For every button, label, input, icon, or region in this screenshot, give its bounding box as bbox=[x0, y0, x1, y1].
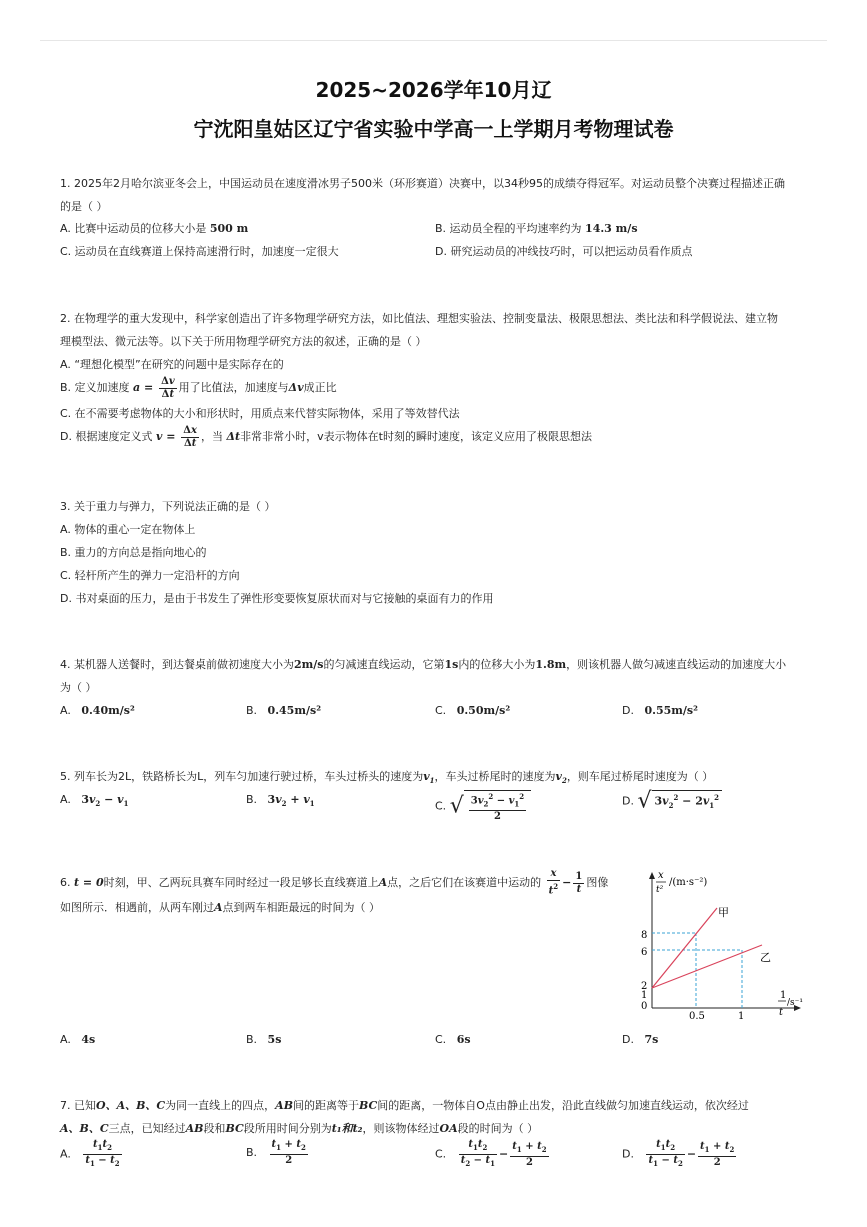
q5-option-a[interactable]: A. $3v_2 - v_1$ bbox=[60, 793, 129, 809]
q1-option-d[interactable]: D. 研究运动员的冲线技巧时，可以把运动员看作质点 bbox=[435, 245, 693, 258]
q4-stem-line2: 为（ ） bbox=[60, 681, 97, 694]
q3-option-b[interactable]: B. 重力的方向总是指向地心的 bbox=[60, 546, 207, 559]
q2-b-fraction: $\frac{\Delta v}{\Delta t}$ bbox=[161, 375, 175, 400]
svg-text:t: t bbox=[779, 1007, 784, 1018]
q1-option-a[interactable]: A. 比赛中运动员的位移大小是 500 m bbox=[60, 222, 249, 235]
y-tick-8: 8 bbox=[641, 930, 648, 941]
series-jia-label: 甲 bbox=[718, 906, 729, 919]
x-tick-0.5: 0.5 bbox=[689, 1011, 705, 1022]
q2-stem-line2: 理模型法、微元法等。以下关于所用物理学研究方法的叙述，正确的是（ ） bbox=[60, 335, 427, 348]
q4-option-d[interactable]: D. 0.55m/s² bbox=[622, 704, 698, 717]
q2-option-d[interactable]: D. 根据速度定义式 v = $\frac{\Delta x}{\Delta t}$ ，当 Δt非常非常小时，v表示物体在t时刻的瞬时速度，该定义应用了极限思想法 bbox=[60, 424, 592, 449]
q7-stem-line1: 7. 已知O、A、B、C为同一直线上的四点，AB间的距离等于BC间的距离，一物体自O点由静止出发，沿此直线做匀加速直线运动，依次经过 bbox=[60, 1099, 749, 1112]
q3-option-a[interactable]: A. 物体的重心一定在物体上 bbox=[60, 523, 196, 536]
q3-option-d[interactable]: D. 书对桌面的压力，是由于书发生了弹性形变要恢复原状而对与它接触的桌面有力的作用 bbox=[60, 592, 494, 605]
y-axis-arrow bbox=[649, 872, 655, 879]
page-title-line1: 2025~2026学年10月辽 bbox=[315, 78, 552, 102]
q2-option-b[interactable]: B. 定义加速度 a = $\frac{\Delta v}{\Delta t}$ 用了比值法，加速度与Δv成正比 bbox=[60, 375, 337, 400]
q6-graph bbox=[632, 868, 807, 1023]
x-axis-label: /s⁻¹ bbox=[787, 998, 804, 1008]
q4-stem-line1: 4. 某机器人送餐时，到达餐桌前做初速度大小为2m/s的匀减速直线运动，它第1s内的位移大小为1.8m，则该机器人做匀减速直线运动的加速度大小 bbox=[60, 658, 787, 671]
y-tick-2: 2 bbox=[641, 981, 648, 992]
q7-option-a[interactable]: A. $\frac{t_1t_2}{t_1 - t_2}$ bbox=[60, 1139, 120, 1168]
q1-stem-line2: 的是（ ） bbox=[60, 200, 108, 213]
y-tick-0: 0 bbox=[641, 1001, 648, 1012]
q4-option-c[interactable]: C. 0.50m/s² bbox=[435, 704, 511, 717]
q6-option-d[interactable]: D. 7s bbox=[622, 1033, 659, 1046]
q1-option-c[interactable]: C. 运动员在直线赛道上保持高速滑行时，加速度一定很大 bbox=[60, 245, 339, 258]
q2-option-a[interactable]: A. “理想化模型”在研究的问题中是实际存在的 bbox=[60, 358, 284, 371]
y-tick-1: 1 bbox=[641, 990, 648, 1001]
top-divider bbox=[40, 40, 827, 41]
q4-option-b[interactable]: B. 0.45m/s² bbox=[246, 704, 322, 717]
q1-stem-line1: 1. 2025年2月哈尔滨亚冬会上，中国运动员在速度滑冰男子500米（环形赛道）决赛中，以34秒95的成绩夺得冠军。对运动员整个决赛过程描述正确 bbox=[60, 177, 785, 190]
q2-stem-line1: 2. 在物理学的重大发现中，科学家创造出了许多物理学研究方法，如比值法、理想实验法、控制变量法、极限思想法、类比法和科学假说法、建立物 bbox=[60, 312, 778, 325]
series-yi-label: 乙 bbox=[760, 951, 771, 964]
page-title-line2: 宁沈阳皇姑区辽宁省实验中学高一上学期月考物理试卷 bbox=[193, 117, 674, 141]
q2-option-c[interactable]: C. 在不需要考虑物体的大小和形状时，用质点来代替实际物体，采用了等效替代法 bbox=[60, 407, 460, 420]
q5-stem: 5. 列车长为2L，铁路桥长为L，列车匀加速行驶过桥，车头过桥头的速度为$v_1$，车头过桥尾时的速度为$v_2$，则车尾过桥尾时速度为（ ） bbox=[60, 770, 714, 786]
x-tick-1: 1 bbox=[738, 1011, 745, 1022]
series-jia-line bbox=[652, 908, 717, 988]
q4-option-a[interactable]: A. 0.40m/s² bbox=[60, 704, 135, 717]
q1-option-b[interactable]: B. 运动员全程的平均速率约为 14.3 m/s bbox=[435, 222, 638, 235]
q7-option-b[interactable]: B. $\frac{t_1 + t_2}{2}$ bbox=[246, 1139, 306, 1166]
q7-stem-line2: A、B、C三点，已知经过AB段和BC段所用时间分别为t₁和t₂，则该物体经过OA段的时间为（ ） bbox=[60, 1122, 539, 1135]
q6-option-c[interactable]: C. 6s bbox=[435, 1033, 471, 1046]
q5-option-c[interactable]: C. √ $\frac{3v_2^2 - v_1^2}{2}$ bbox=[435, 790, 531, 823]
q6-option-b[interactable]: B. 5s bbox=[246, 1033, 282, 1046]
q7-option-d[interactable]: D. $\frac{t_1t_2}{t_1 - t_2}$ − $\frac{t_1 + t_2}{2}$ bbox=[622, 1139, 735, 1168]
y-axis-label: /(m·s⁻²) bbox=[669, 877, 708, 888]
q3-option-c[interactable]: C. 轻杆所产生的弹力一定沿杆的方向 bbox=[60, 569, 240, 582]
x-axis-label-frac: 1 bbox=[780, 990, 787, 1001]
y-tick-6: 6 bbox=[641, 947, 648, 958]
q6-stem-line2: 如图所示．相遇前，从两车刚过A点到两车相距最远的时间为（ ） bbox=[60, 901, 381, 914]
q7-option-c[interactable]: C. $\frac{t_1t_2}{t_2 - t_1}$ − $\frac{t_1 + t_2}{2}$ bbox=[435, 1139, 547, 1168]
q5-option-b[interactable]: B. $3v_2 + v_1$ bbox=[246, 793, 315, 809]
q2-d-fraction: $\frac{\Delta x}{\Delta t}$ bbox=[183, 424, 197, 449]
q6-stem-line1: 6. t = 0时刻，甲、乙两玩具赛车同时经过一段足够长直线赛道上A点，之后它们在该赛道中运动的 $\frac{x}{t^2}$ − $\frac{1}{t}$ 图像 bbox=[60, 868, 609, 897]
y-axis-label-frac: x t² bbox=[656, 870, 664, 895]
q6-option-a[interactable]: A. 4s bbox=[60, 1033, 96, 1046]
series-yi-line bbox=[652, 945, 762, 988]
q5-option-d[interactable]: D. √ $3v_2^2 - 2v_1^2$ bbox=[622, 790, 722, 813]
q3-stem: 3. 关于重力与弹力，下列说法正确的是（ ） bbox=[60, 500, 276, 513]
